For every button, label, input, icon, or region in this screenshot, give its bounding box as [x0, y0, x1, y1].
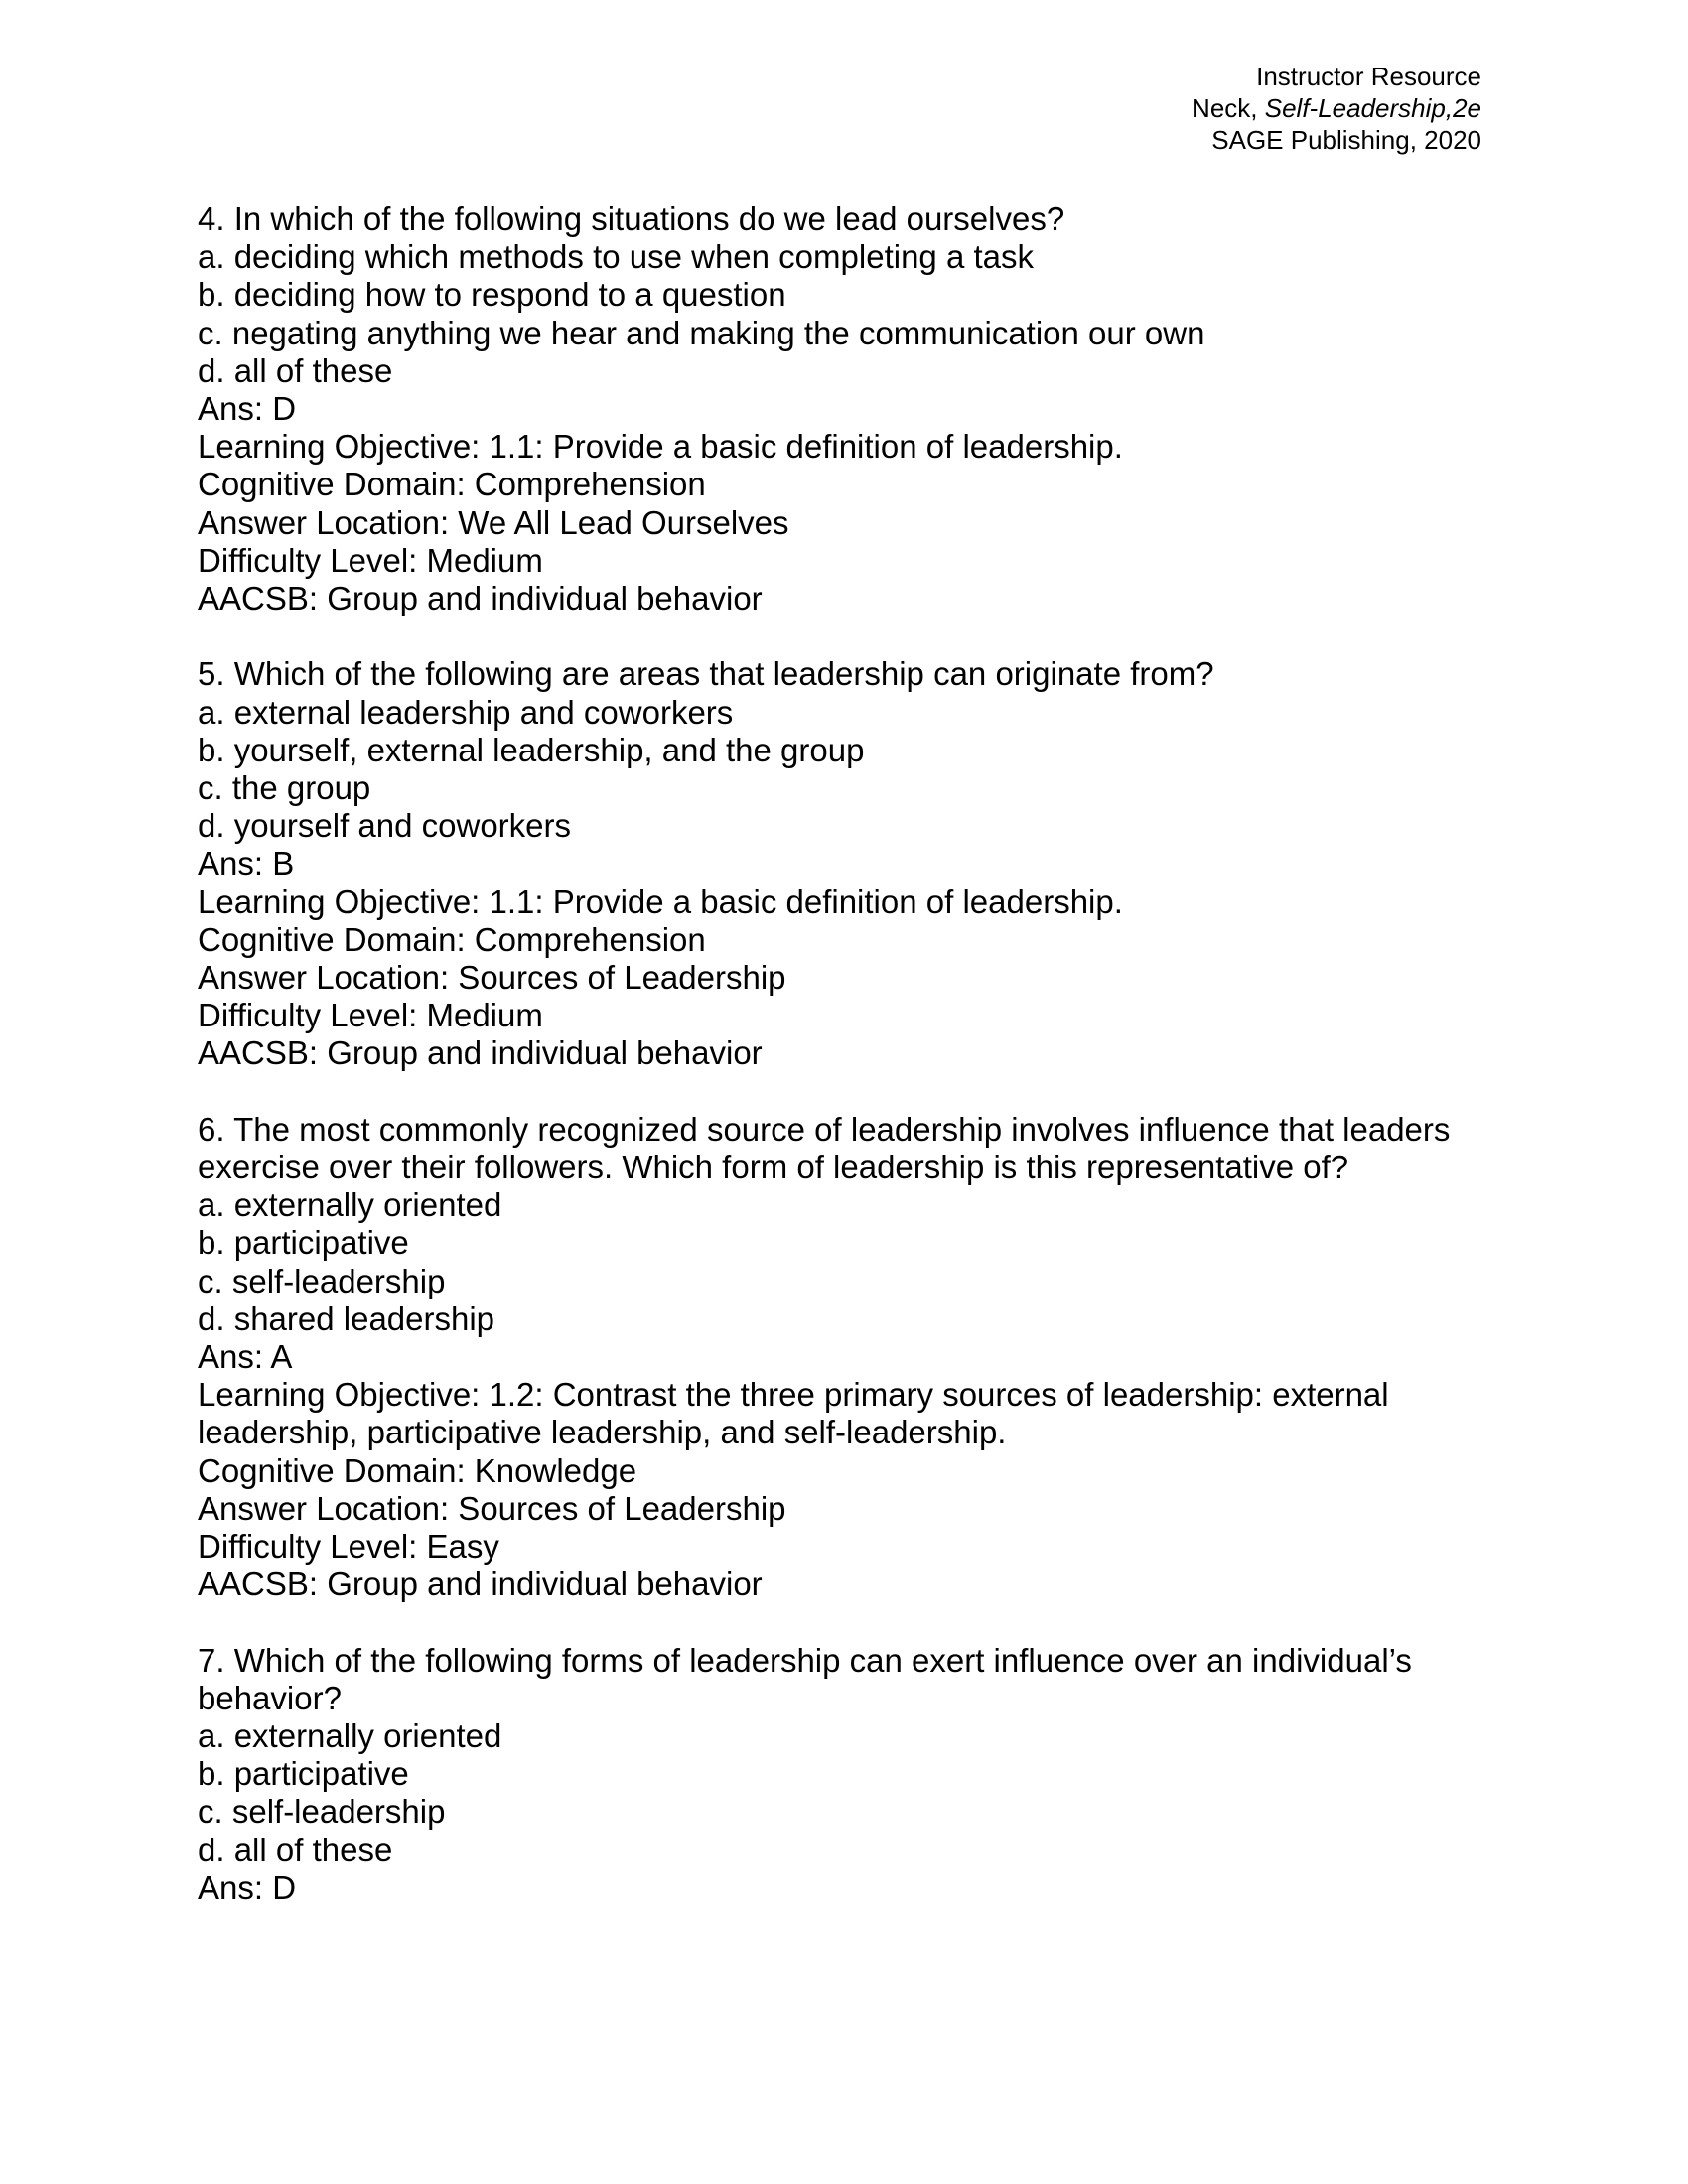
test-bank-content [198, 201, 1488, 1945]
cognitive-domain: Cognitive Domain: Comprehension [198, 920, 706, 958]
answer-option-a: a. deciding which methods to use when completing a task [198, 238, 1034, 276]
difficulty-level: Difficulty Level: Medium [198, 997, 543, 1034]
question-stem: 4. In which of the following situations do we lead ourselves? [198, 201, 1065, 237]
question-4 [198, 201, 1488, 617]
aacsb-standard: AACSB: Group and individual behavior [198, 1566, 763, 1603]
aacsb-standard: AACSB: Group and individual behavior [198, 580, 763, 617]
answer-location: Answer Location: We All Lead Ourselves [198, 503, 789, 541]
header-book-citation [1192, 92, 1481, 124]
question-7 [198, 1642, 1488, 1907]
answer-option-c: c. self-leadership [198, 1262, 446, 1299]
question-stem: 5. Which of the following are areas that leadership can originate from? [198, 655, 1214, 693]
answer-option-d: d. all of these [198, 1831, 393, 1868]
cognitive-domain: Cognitive Domain: Knowledge [198, 1451, 637, 1489]
answer-key: Ans: D [198, 1868, 297, 1906]
answer-option-c: c. self-leadership [198, 1793, 446, 1831]
answer-key: Ans: A [198, 1338, 293, 1376]
difficulty-level: Difficulty Level: Medium [198, 541, 543, 579]
learning-objective: Learning Objective: 1.1: Provide a basic definition of leadership. [198, 883, 1123, 920]
question-stem: 7. Which of the following forms of leadership can exert influence over an individual’s behavior? [198, 1641, 1412, 1716]
answer-option-d: d. all of these [198, 351, 393, 389]
answer-option-b: b. deciding how to respond to a question [198, 276, 786, 314]
learning-objective: Learning Objective: 1.1: Provide a basic definition of leadership. [198, 428, 1123, 466]
header-author: Neck, [1192, 93, 1265, 123]
answer-option-b: b. participative [198, 1755, 409, 1793]
answer-key: Ans: D [198, 390, 297, 428]
question-5 [198, 655, 1488, 1072]
question-stem: 6. The most commonly recognized source of leadership involves influence that leaders exercise over their followers. Which form of leadership is this representative of? [198, 1110, 1451, 1186]
answer-option-d: d. shared leadership [198, 1299, 495, 1337]
header-publisher: SAGE Publishing, 2020 [1211, 125, 1481, 155]
answer-option-a: a. external leadership and coworkers [198, 693, 734, 731]
answer-option-c: c. the group [198, 769, 371, 807]
answer-option-b: b. yourself, external leadership, and the group [198, 731, 865, 768]
answer-key: Ans: B [198, 845, 295, 883]
answer-option-c: c. negating anything we hear and making the communication our own [198, 314, 1205, 351]
answer-option-b: b. participative [198, 1224, 409, 1262]
aacsb-standard: AACSB: Group and individual behavior [198, 1034, 763, 1072]
answer-option-a: a. externally oriented [198, 1717, 502, 1755]
header-resource-label: Instructor Resource [1256, 62, 1481, 91]
answer-location: Answer Location: Sources of Leadership [198, 959, 786, 997]
answer-option-d: d. yourself and coworkers [198, 807, 572, 845]
learning-objective: Learning Objective: 1.2: Contrast the three primary sources of leadership: external leadership, participative leadership, and self-leadership. [198, 1376, 1389, 1451]
answer-option-a: a. externally oriented [198, 1186, 502, 1224]
page-header [1192, 61, 1481, 156]
header-book-title: Self-Leadership,2e [1264, 93, 1481, 123]
answer-location: Answer Location: Sources of Leadership [198, 1489, 786, 1527]
question-6 [198, 1111, 1488, 1604]
cognitive-domain: Cognitive Domain: Comprehension [198, 466, 706, 503]
difficulty-level: Difficulty Level: Easy [198, 1528, 499, 1566]
